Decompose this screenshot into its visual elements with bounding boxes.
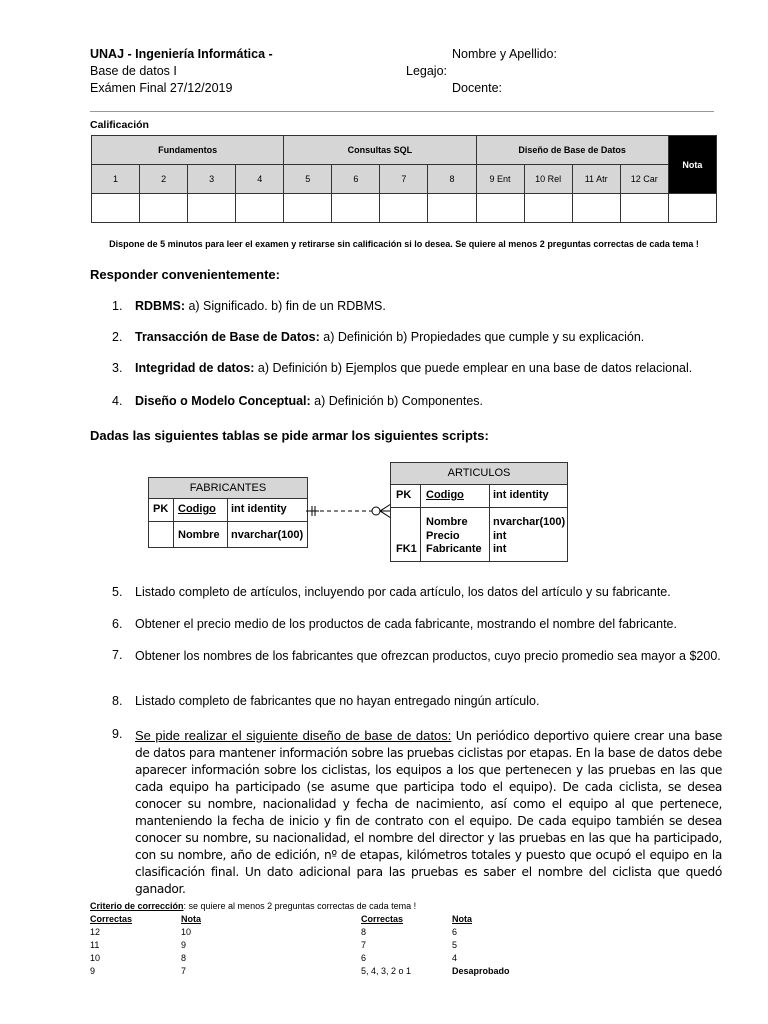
criterio-correctas: 10 xyxy=(90,953,101,963)
criterio-correctas: 12 xyxy=(90,927,101,937)
question-number: 3. xyxy=(112,361,123,375)
col-header: 6 xyxy=(332,165,380,194)
grade-cell xyxy=(236,194,284,223)
script-number: 7. xyxy=(112,648,123,662)
col-header: 2 xyxy=(140,165,188,194)
section2-title: Dadas las siguientes tablas se pide armar los siguientes scripts: xyxy=(90,428,489,443)
criterio-nota: 6 xyxy=(452,927,458,937)
col-header: 12 Car xyxy=(620,165,668,194)
calificacion-title: Calificación xyxy=(90,119,149,131)
articulos-title: ARTICULOS xyxy=(391,463,567,485)
question-topic: Transacción de Base de Datos: xyxy=(135,330,320,344)
criterio-nota: Desaprobado xyxy=(452,966,510,976)
header-correctas: Correctas xyxy=(361,914,404,924)
criterio-correctas: 8 xyxy=(361,927,367,937)
col-header: 4 xyxy=(236,165,284,194)
grade-cell xyxy=(380,194,428,223)
script-text: Listado completo de fabricantes que no hayan entregado ningún artículo. xyxy=(135,694,540,708)
criterio xyxy=(90,901,416,911)
grade-cell xyxy=(428,194,476,223)
criterio-correctas: 11 xyxy=(90,940,100,950)
col-header: 3 xyxy=(188,165,236,194)
script-7 xyxy=(112,648,722,682)
col-header: 8 xyxy=(428,165,476,194)
pk-field: Codigo xyxy=(426,489,464,501)
grade-cell xyxy=(332,194,380,223)
col-header: 9 Ent xyxy=(476,165,524,194)
name-label: Nombre y Apellido: xyxy=(452,47,557,61)
notice: Dispone de 5 minutos para leer el examen y retirarse sin calificación si lo desea. Se quiere al menos 2 preguntas correctas de cada tema ! xyxy=(109,239,699,249)
fabricantes-title: FABRICANTES xyxy=(149,478,307,499)
script-number: 6. xyxy=(112,617,123,631)
script-number: 5. xyxy=(112,585,123,599)
course: Base de datos I xyxy=(90,64,177,78)
field-type: int xyxy=(493,543,507,555)
criterio-correctas: 7 xyxy=(361,940,367,950)
script-number: 8. xyxy=(112,694,123,708)
question-lead: Se pide realizar el siguiente diseño de base de datos: xyxy=(135,728,452,743)
question-number: 9. xyxy=(112,727,123,741)
grade-cell xyxy=(572,194,620,223)
grade-cell xyxy=(620,194,668,223)
question-number: 4. xyxy=(112,394,123,408)
criterio-title: Criterio de corrección xyxy=(90,901,184,911)
nota-cell xyxy=(668,194,716,223)
pk-field: Codigo xyxy=(178,503,216,515)
fabricantes-table xyxy=(148,477,308,548)
question-text: Un periódico deportivo quiere crear una base de datos para mantener información sobre las pruebas ciclistas por etapas. En la base de datos debe aparecer información sobre los ciclistas, los equipos a los que pertenecen y las pruebas en las que cada equipo ha participado (se asume que participa todo el equipo). De cada ciclista, se desea conocer su nombre, nacionalidad y fecha de nacimiento, así como el equipo al que pertenece, manteniendo la fecha de inicio y fin de contrato con el equipo. De cada equipo también se desea conocer su nombre, su nacionalidad, el nombre del director y las pruebas en las que ha participado, con su nombre, año de edición, nº de etapas, kilómetros totales y puesto que ocupó el equipo en la clasificación final. Un dato adicional para las pruebas es saber el nombre del ciclista que quedó ganador. xyxy=(135,729,722,896)
question-text: a) Definición b) Ejemplos que puede emplear en una base de datos relacional. xyxy=(254,361,693,375)
grade-cell xyxy=(140,194,188,223)
field-type: nvarchar(100) xyxy=(231,529,304,541)
grade-cell xyxy=(92,194,140,223)
header-nota: Nota xyxy=(452,914,472,924)
criterio-nota: 10 xyxy=(181,927,192,937)
criterio-correctas: 9 xyxy=(90,966,96,976)
criterio-nota: 8 xyxy=(181,953,187,963)
criterio-correctas: 6 xyxy=(361,953,367,963)
col-header: 7 xyxy=(380,165,428,194)
script-text: Obtener los nombres de los fabricantes que ofrezcan productos, cuyo precio promedio sea mayor a $200. xyxy=(135,649,721,663)
col-header: 1 xyxy=(92,165,140,194)
question-topic: Diseño o Modelo Conceptual: xyxy=(135,394,311,408)
question-9 xyxy=(112,727,722,896)
relationship-line xyxy=(306,500,392,522)
grade-table xyxy=(91,135,717,223)
field-name: Fabricante xyxy=(426,543,482,555)
question-topic: Integridad de datos: xyxy=(135,361,255,375)
criterio-nota: 4 xyxy=(452,953,458,963)
pk-label: PK xyxy=(396,489,412,501)
exam-date: Exámen Final 27/12/2019 xyxy=(90,81,233,95)
question-text: a) Significado. b) fin de un RDBMS. xyxy=(185,299,386,313)
criterio-subtitle: : se quiere al menos 2 preguntas correctas de cada tema ! xyxy=(183,901,417,911)
question-topic: RDBMS: xyxy=(135,299,185,313)
header-nota: Nota xyxy=(181,914,201,924)
criterio-correctas: 5, 4, 3, 2 o 1 xyxy=(361,966,412,976)
articulos-table xyxy=(390,462,568,562)
header-divider xyxy=(90,111,714,112)
script-text: Obtener el precio medio de los productos de cada fabricante, mostrando el nombre del fabricante. xyxy=(135,617,677,631)
field-type: int xyxy=(493,530,507,542)
group-consultas: Consultas SQL xyxy=(284,136,476,165)
criterio-nota: 5 xyxy=(452,940,458,950)
col-header: 11 Atr xyxy=(572,165,620,194)
docente-label: Docente: xyxy=(452,81,503,95)
pk-type: int identity xyxy=(493,489,549,501)
question-number: 1. xyxy=(112,299,123,313)
criterio-nota: 9 xyxy=(181,940,187,950)
pk-type: int identity xyxy=(231,503,287,515)
grade-cell xyxy=(188,194,236,223)
section1-title: Responder convenientemente: xyxy=(90,267,280,282)
question-number: 2. xyxy=(112,330,123,344)
grade-cell xyxy=(476,194,524,223)
pk-label: PK xyxy=(153,503,169,515)
legajo-label: Legajo: xyxy=(406,64,448,78)
group-diseno: Diseño de Base de Datos xyxy=(476,136,668,165)
question-text: a) Definición b) Componentes. xyxy=(310,394,484,408)
field-name: Nombre xyxy=(178,529,220,541)
field-name: Precio xyxy=(426,530,460,542)
grade-cell xyxy=(284,194,332,223)
col-header: 10 Rel xyxy=(524,165,572,194)
question-text: a) Definición b) Propiedades que cumple y su explicación. xyxy=(319,330,645,344)
fk-label: FK1 xyxy=(396,543,417,555)
field-name: Nombre xyxy=(426,516,468,528)
group-fundamentos: Fundamentos xyxy=(92,136,284,165)
header-correctas: Correctas xyxy=(90,914,133,924)
criterio-nota: 7 xyxy=(181,966,187,976)
grade-cell xyxy=(524,194,572,223)
field-type: nvarchar(100) xyxy=(493,516,566,528)
script-text: Listado completo de artículos, incluyendo por cada artículo, los datos del artículo y su fabricante. xyxy=(135,585,671,599)
nota-header: Nota xyxy=(668,136,716,194)
institution: UNAJ - Ingeniería Informática - xyxy=(90,47,273,61)
col-header: 5 xyxy=(284,165,332,194)
